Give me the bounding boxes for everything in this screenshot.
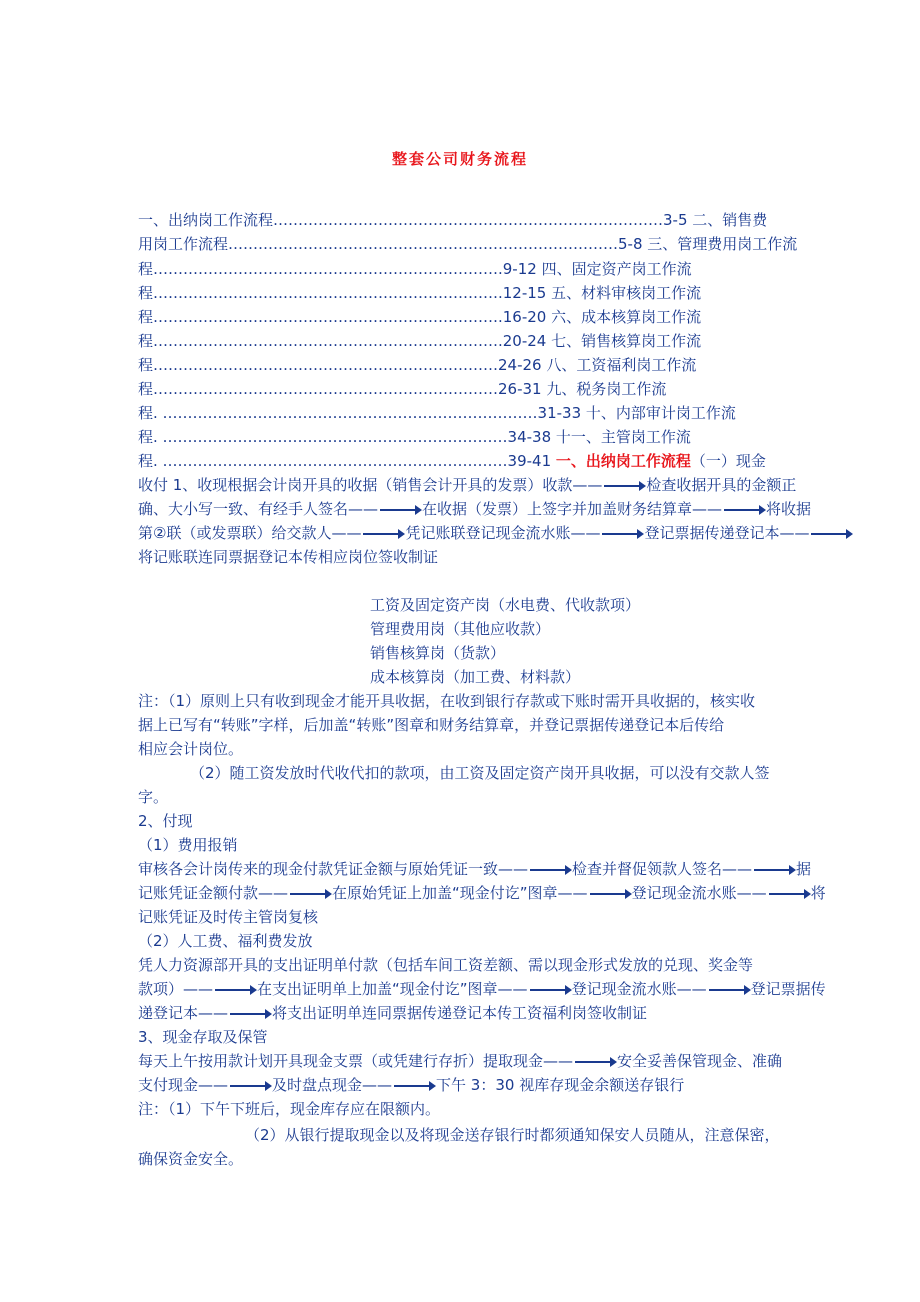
flow-text: 登记现金流水账—— [631,884,767,902]
toc-line: 程. …………………………………………………………………31-33 十、内部审计岗工作流 [138,404,736,422]
post-item: 成本核算岗（加工费、材料款） [370,668,581,686]
flow-text: 将收据 [766,500,812,518]
note-line: 据上已写有“转账”字样，后加盖“转账”图章和财务结算章，并登记票据传递登记本后传给 [138,716,725,734]
flow-line [138,521,810,545]
arrow-icon [394,1085,434,1087]
flow-text: 及时盘点现金—— [272,1076,393,1094]
flow-text: 据 [796,860,812,878]
section-heading: 2、付现 [138,812,193,830]
flow-text: 检查并督促领款人签名—— [572,860,753,878]
section-heading-cashier: 一、出纳岗工作流程 [555,452,691,470]
toc-line: 程…………………………………………………………….16-20 六、成本核算岗工作流 [138,308,702,326]
note-line: 相应会计岗位。 [138,740,244,758]
flow-text: 款项）—— [138,980,214,998]
toc-line: 程…………………………………………………………….20-24 七、销售核算岗工作流 [138,332,702,350]
toc-line: 用岗工作流程……………………………………………………………………5-8 三、管理费用岗工作流 [138,235,798,253]
flow-line: 凭人力资源部开具的支出证明单付款（包括车间工资差额、需以现金形式发放的兑现、奖金等 [138,956,754,974]
note-line: （2）随工资发放时代收代扣的款项，由工资及固定资产岗开具收据，可以没有交款人签 [190,764,770,782]
toc-line: 程……………………………………………………………24-26 八、工资福利岗工作流 [138,356,697,374]
arrow-icon [290,893,330,895]
arrow-icon [602,533,642,535]
arrow-icon [769,893,809,895]
toc-last-suffix: （一）现金 [690,452,766,470]
flow-text: 在原始凭证上加盖“现金付讫”图章—— [332,884,588,902]
note-line: （2）从银行提取现金以及将现金送存银行时都须通知保安人员随从，注意保密， [245,1126,780,1144]
arrow-icon [530,989,570,991]
flow-text: 每天上午按用款计划开具现金支票（或凭建行存折）提取现金—— [138,1052,574,1070]
arrow-icon [811,533,851,535]
flow-text: 确、大小写一致、有经手人签名—— [138,500,379,518]
note-line: 字。 [138,788,169,806]
toc-line: 程. ……………………………………………………………34-38 十一、主管岗工作流 [138,428,691,446]
arrow-icon [724,509,764,511]
toc-line: 程…………………………………………………………….9-12 四、固定资产岗工作流 [138,260,692,278]
flow-text: 记账凭证金额付款—— [138,884,289,902]
flow-text: 检查收据开具的金额正 [646,476,797,494]
post-item: 销售核算岗（货款） [370,644,506,662]
flow-line [138,1073,788,1097]
note-line: 确保资金安全。 [138,1150,244,1168]
flow-text: 下午 3：30 视库存现金余额送存银行 [436,1076,685,1094]
flow-text: 将 [810,884,826,902]
flow-line [138,473,797,497]
note-line: 注：（1）原则上只有收到现金才能开具收据，在收到银行存款或下账时需开具收据的，核实收 [138,692,756,710]
flow-text: 登记票据传 [750,980,826,998]
flow-text: 审核各会计岗传来的现金付款凭证金额与原始凭证一致—— [138,860,529,878]
flow-text: 支付现金—— [138,1076,229,1094]
flow-text: 在支出证明单上加盖“现金付讫”图章—— [257,980,528,998]
arrow-icon [230,1085,270,1087]
flow-text: 将支出证明单连同票据传递登记本传工资福利岗签收制证 [272,1004,648,1022]
arrow-icon [380,509,420,511]
arrow-icon [604,485,644,487]
flow-line: 记账凭证及时传主管岗复核 [138,908,319,926]
note-line: 注：（1）下午下班后，现金库存应在限额内。 [138,1100,441,1118]
subsection-heading: （2）人工费、福利费发放 [138,932,313,950]
arrow-icon [215,989,255,991]
section-heading: 3、现金存取及保管 [138,1028,268,1046]
flow-line [138,857,812,881]
flow-line: 将记账联连同票据登记本传相应岗位签收制证 [138,548,439,566]
flow-line [138,1049,788,1073]
post-item: 管理费用岗（其他应收款） [370,620,551,638]
arrow-icon [754,869,794,871]
toc-line: 程…………………………………………………………….12-15 五、材料审核岗工作流 [138,284,702,302]
document-title: 整套公司财务流程 [391,150,528,168]
toc-last-prefix: 程. ……………………………………………………………39-41 [138,452,556,470]
flow-text: 登记票据传递登记本—— [644,524,810,542]
flow-text: 凭记账联登记现金流水账—— [405,524,601,542]
arrow-icon [530,869,570,871]
post-item: 工资及固定资产岗（水电费、代收款项） [370,596,641,614]
toc-line: 一、出纳岗工作流程……………………………………………………………………3-5 二、销售费 [138,211,768,229]
flow-text: 安全妥善保管现金、准确 [617,1052,783,1070]
arrow-icon [709,989,749,991]
flow-text: 第②联（或发票联）给交款人—— [138,524,362,542]
arrow-icon [575,1061,615,1063]
flow-line [138,497,812,521]
arrow-icon [363,533,403,535]
toc-line: 程……………………………………………………………26-31 九、税务岗工作流 [138,380,667,398]
toc-line-last [138,449,788,473]
flow-line [138,977,826,1001]
flow-text: 递登记本—— [138,1004,229,1022]
flow-text: 在收据（发票）上签字并加盖财务结算章—— [422,500,723,518]
subsection-heading: （1）费用报销 [138,836,238,854]
flow-text: 登记现金流水账—— [571,980,707,998]
arrow-icon [230,1013,270,1015]
flow-text: 收付 1、收现根据会计岗开具的收据（销售会计开具的发票）收款—— [138,476,603,494]
flow-line [138,881,826,905]
arrow-icon [590,893,630,895]
flow-line [138,1001,788,1025]
